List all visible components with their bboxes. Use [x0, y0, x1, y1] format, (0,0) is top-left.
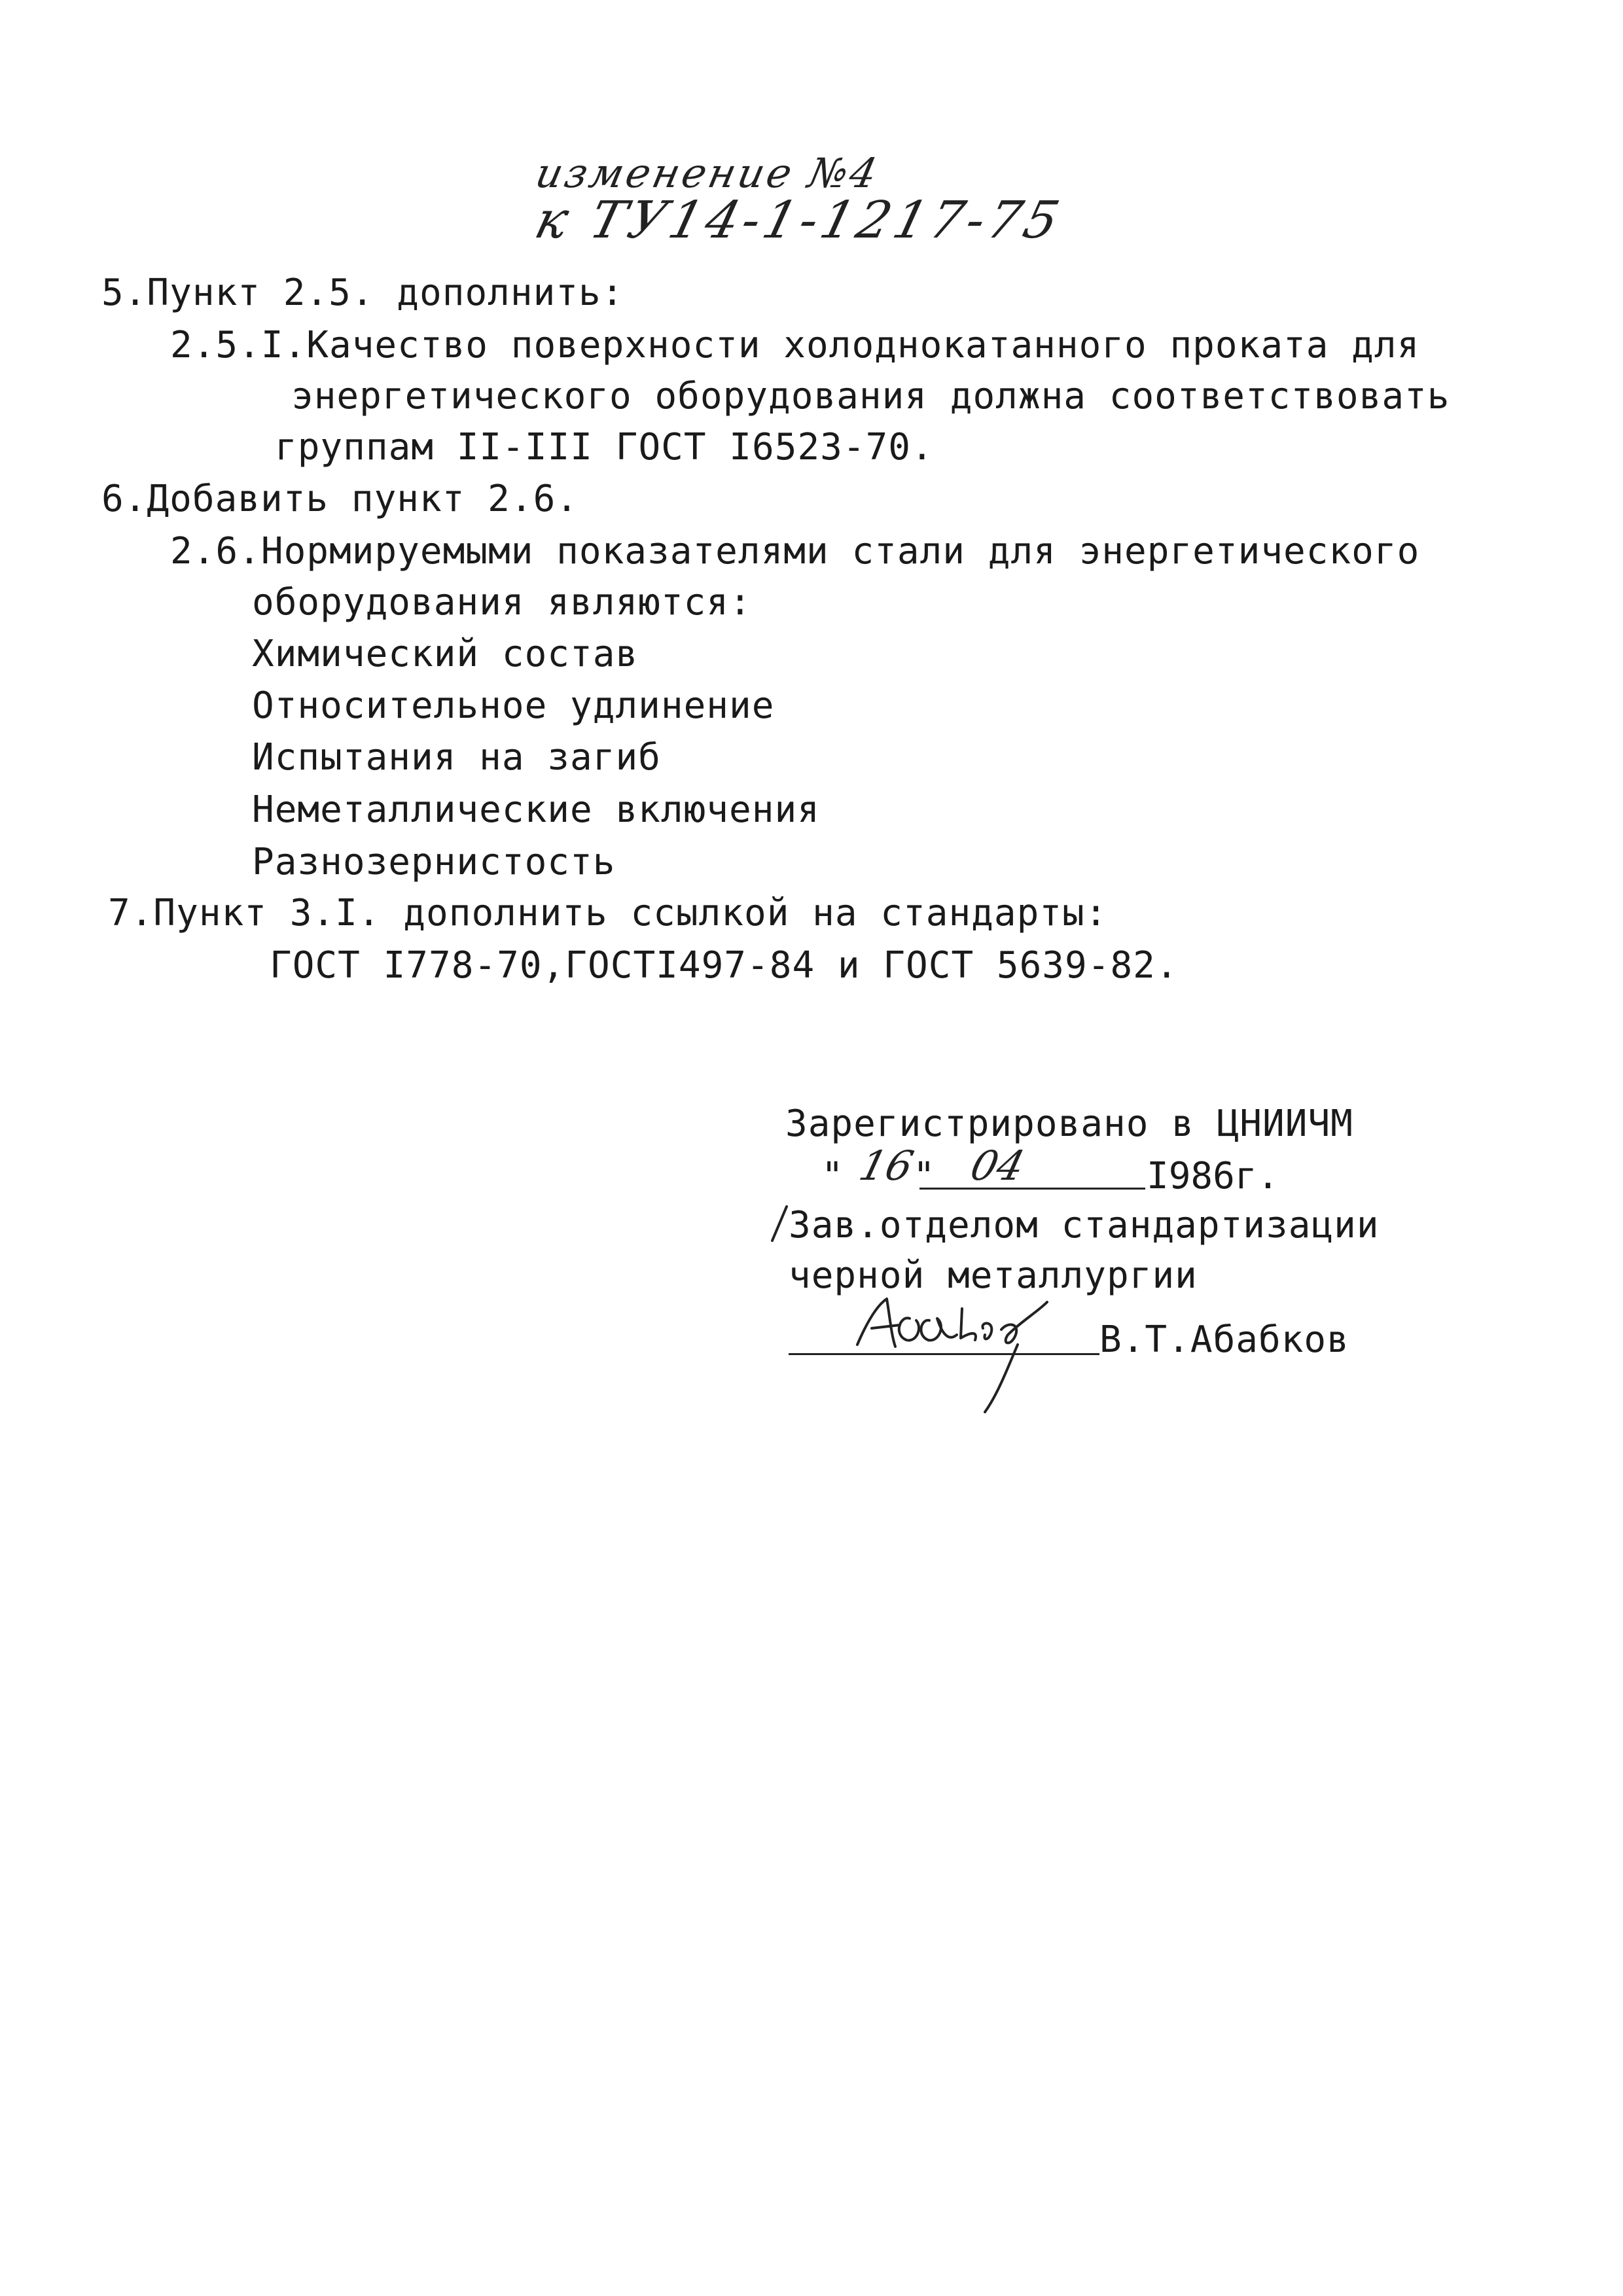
item-7-standards: ГОСТ I778-70,ГОСТI497-84 и ГОСТ 5639-82.: [270, 944, 1179, 987]
registration-label: Зарегистрировано в ЦНИИЧМ: [785, 1103, 1353, 1145]
list-item: Разнозернистость: [252, 841, 616, 883]
item-7: 7.Пункт 3.I. дополнить ссылкой на стандарты:: [108, 892, 1108, 934]
handwritten-spec-reference: к ТУ14-1-1217-75: [529, 191, 1069, 250]
item-5: 5.Пункт 2.5. дополнить:: [101, 272, 624, 314]
signatory-name: В.Т.Абабков: [1099, 1318, 1349, 1361]
list-item: Относительное удлинение: [252, 684, 775, 727]
item-2-5-1-line2: энергетического оборудования должна соответствовать: [291, 375, 1450, 417]
list-item: Испытания на загиб: [252, 736, 661, 779]
check-mark-icon: [766, 1204, 792, 1243]
item-2-6-line1: 2.6.Нормируемыми показателями стали для энергетического: [170, 530, 1420, 573]
item-2-6-line2: оборудования являются:: [252, 581, 752, 624]
date-year: I986г.: [1147, 1155, 1279, 1197]
date-quote-open: ": [821, 1155, 844, 1197]
position-line1: Зав.отделом стандартизации: [789, 1204, 1380, 1246]
date-underline: [919, 1188, 1145, 1190]
date-quote-close: ": [913, 1155, 935, 1197]
list-item: Неметаллические включения: [252, 788, 820, 831]
item-2-5-1-line1: 2.5.I.Качество поверхности холоднокатанного проката для: [170, 324, 1420, 366]
handwritten-change-title: изменение №4: [531, 149, 884, 197]
item-6: 6.Добавить пункт 2.6.: [101, 478, 579, 520]
date-day: 16: [854, 1142, 919, 1190]
item-2-5-1-line3: группам II-III ГОСТ I6523-70.: [275, 426, 934, 468]
list-item: Химический состав: [252, 633, 639, 675]
signature-icon: [812, 1282, 1113, 1413]
date-month: 04: [965, 1142, 1030, 1190]
position-line2: черной металлургии: [789, 1254, 1198, 1297]
